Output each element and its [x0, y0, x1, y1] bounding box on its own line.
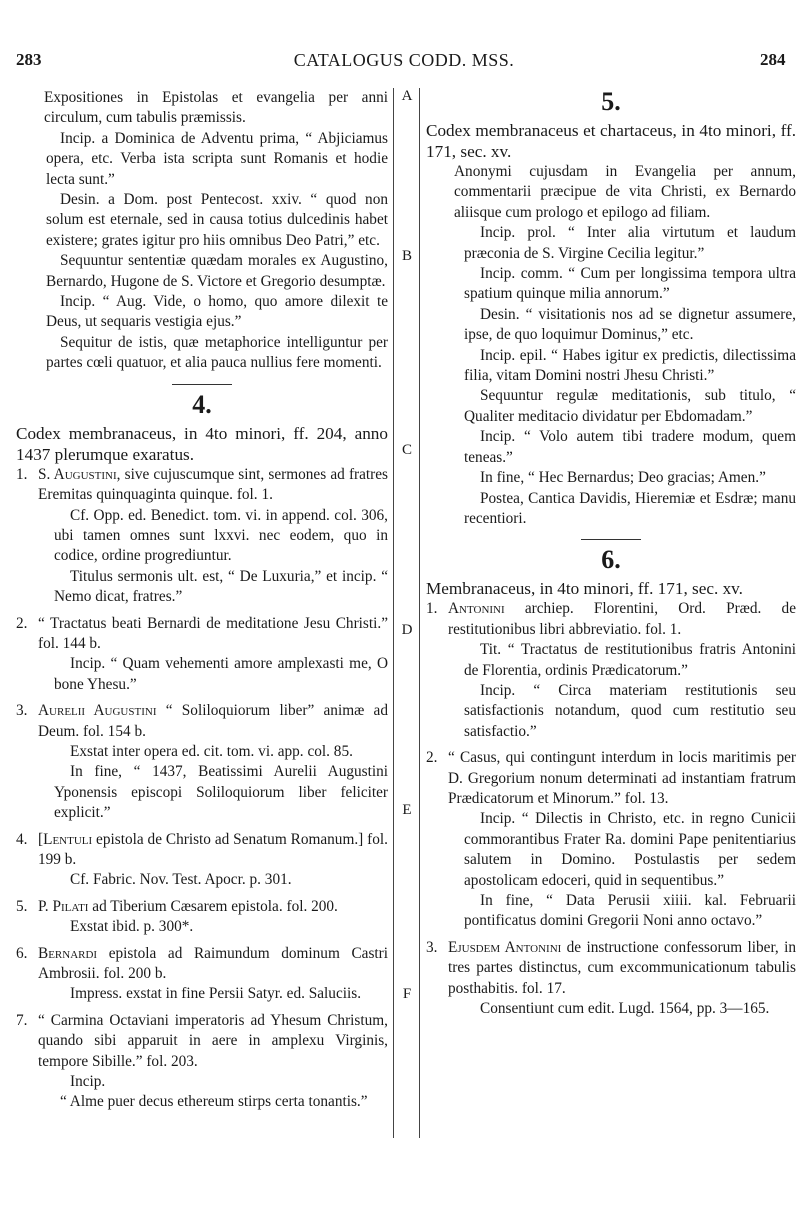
item-note: Impress. exstat in fine Persii Satyr. ed. Saluciis. — [70, 985, 362, 1003]
item-note: Cf. Opp. ed. Benedict. tom. vi. in append. col. 306, ubi tamen omnes sunt lxxvi. nec eodem, quo in codice, ordine progrediuntur. — [54, 506, 388, 565]
list-item — [16, 465, 388, 506]
list-item — [426, 599, 796, 640]
section-number: 5. — [601, 87, 621, 116]
left-column — [16, 88, 388, 1113]
list-item — [16, 1011, 388, 1072]
item-number: 3. — [16, 702, 28, 720]
author-name: Bernardi — [38, 944, 98, 962]
item-number: 4. — [16, 830, 28, 848]
item-note: Exstat ibid. p. 300*. — [70, 918, 194, 936]
item-note: Titulus sermonis ult. est, “ De Luxuria,” et incip. “ Nemo dicat, fratres.” — [54, 567, 388, 606]
author-name: Antonini — [448, 600, 505, 618]
item-note: Incip. “ Circa materiam restitutionis seu satisfactionis notandum, quod cum restitutio seu satisfactio.” — [464, 681, 796, 740]
item-note: Postea, Cantica Davidis, Hieremiæ et Esdræ; manu recentiori. — [464, 489, 796, 527]
item-text: archiep. Florentini, Ord. Præd. de restitutionibus libri abbreviatio. fol. 1. — [448, 600, 796, 638]
margin-letter-d: D — [401, 622, 413, 638]
item-note: Tit. “ Tractatus de restitutionibus fratris Antonini de Florentia, ordinis Prædicatorum.” — [464, 641, 796, 679]
item-note: Incip. epil. “ Habes igitur ex predictis, dilectissima filia, vitam Domini nostri Jhesu Christi.” — [464, 346, 796, 385]
list-item — [16, 614, 388, 655]
list-item — [426, 938, 796, 999]
margin-letter-a: A — [401, 88, 413, 104]
item-number: 6. — [16, 944, 28, 962]
right-column — [426, 88, 796, 1019]
author-name: [Lentuli — [38, 830, 93, 848]
item-text: de instructione confessorum liber, in tres partes distinctus, cum excommunicationum tabulis posthabitis. fol. 17. — [448, 938, 797, 997]
item-note: Incip. — [70, 1073, 106, 1091]
item-number: 2. — [426, 749, 438, 767]
item-number: 5. — [16, 897, 28, 915]
item-text: “ Soliloquiorum liber” animæ ad Deum. fol. 154 b. — [38, 702, 388, 740]
column-rule-right — [419, 88, 420, 1138]
codex-description: Codex membranaceus et chartaceus, in 4to minori, ff. 171, sec. xv. — [426, 121, 796, 161]
author-name: Aurelii Augustini — [38, 702, 157, 720]
margin-letter-b: B — [401, 248, 412, 264]
author-name: P. Pilati — [38, 897, 89, 915]
item-list — [426, 599, 796, 1019]
item-note: Sequuntur regulæ meditationis, sub titulo, “ Qualiter meditacio dividatur per Ebdomadam.” — [464, 387, 796, 425]
item-list — [16, 465, 388, 1113]
codex-description: Codex membranaceus, in 4to minori, ff. 204, anno 1437 plerumque exaratus. — [16, 423, 388, 464]
incipit: Incip. a Dominica de Adventu prima, “ Abjiciamus opera, etc. Verba ista scripta sunt Romanis et hodie lecta sunt.” — [46, 129, 388, 188]
item-note: In fine, “ Data Perusii xiiii. kal. Februarii pontificatus domini Gregorii Noni anno octavo.” — [464, 892, 796, 930]
page-number-right: 284 — [760, 50, 786, 69]
item-note: In fine, “ Hec Bernardus; Deo gracias; Amen.” — [480, 469, 766, 487]
section-rule — [172, 384, 232, 385]
desinit: Desin. a Dom. post Pentecost. xxiv. “ quod non solum est eternale, sed in causa totius dulcedinis habet existere; grates igitur pro hiis omnibus Deo Patri,” etc. — [46, 191, 388, 249]
entry-text: Expositiones in Epistolas et evangelia per anni circulum, cum tabulis præmissis. — [44, 89, 388, 127]
entry-note: Sequuntur sententiæ quædam morales ex Augustino, Bernardo, Hugone de S. Victore et Gregorio desumptæ. — [46, 252, 388, 290]
page-number-left: 283 — [16, 50, 42, 69]
item-text: “ Tractatus beati Bernardi de meditatione Jesu Christi.” fol. 144 b. — [38, 614, 388, 652]
item-text: “ Carmina Octaviani imperatoris ad Yhesum Christum, quando sibi apparuit in aere in amplexu Virginis, tempore Sibille.” fol. 203. — [38, 1011, 388, 1070]
item-note: Incip. “ Quam vehementi amore amplexasti me, O bone Yhesu.” — [54, 655, 388, 693]
item-note: Exstat inter opera ed. cit. tom. vi. app. col. 85. — [70, 742, 353, 760]
entry-note: Sequitur de istis, quæ metaphorice intelliguntur per partes cœli quatuor, et alia pauca nullius fere momenti. — [46, 333, 388, 372]
incipit: Incip. “ Aug. Vide, o homo, quo amore dilexit te Deus, ut sequaris vestigia ejus.” — [46, 293, 388, 331]
note-list — [426, 223, 796, 529]
list-item — [16, 701, 388, 742]
item-note: Consentiunt cum edit. Lugd. 1564, pp. 3—165. — [480, 1000, 770, 1018]
item-number: 1. — [426, 600, 438, 618]
list-item — [16, 830, 388, 871]
item-note: Desin. “ visitationis nos ad se dignetur assumere, ipse, de quo loquimur Dominus,” etc. — [464, 305, 796, 344]
item-number: 2. — [16, 614, 28, 632]
list-item — [16, 944, 388, 985]
column-rule-left — [393, 88, 394, 1138]
author-name: Ejusdem Antonini — [448, 938, 562, 956]
item-number: 3. — [426, 938, 438, 956]
item-note: Incip. prol. “ Inter alia virtutum et laudum præconia de S. Virgine Cecilia legitur.” — [464, 224, 796, 262]
item-note: In fine, “ 1437, Beatissimi Aurelii Augustini Yponensis episcopi Soliloquiorum liber feliciter explicit.” — [54, 763, 388, 822]
codex-description: Membranaceus, in 4to minori, ff. 171, sec. xv. — [426, 579, 743, 599]
item-note: Incip. “ Volo autem tibi tradere modum, quem teneas.” — [464, 428, 796, 466]
item-text: ad Tiberium Cæsarem epistola. fol. 200. — [88, 897, 338, 915]
item-text: “ Casus, qui contingunt interdum in locis maritimis per D. Gregorium nonum determinati ad instantiam fratrum Prædicatorum et Minorum.” fol. 13. — [448, 749, 796, 807]
item-number: 1. — [16, 465, 28, 483]
section-number: 4. — [192, 389, 212, 419]
verse-quote: “ Alme puer decus ethereum stirps certa tonantis.” — [60, 1093, 368, 1111]
item-note: Incip. “ Dilectis in Christo, etc. in regno Cunicii commorantibus Frater Ra. domini Pape penitentiarius salutem in Domino. Postulastis per sedem apostolicam edoceri, quid in sequentibus.” — [464, 810, 796, 889]
section-rule — [581, 539, 641, 540]
entry-text: Anonymi cujusdam in Evangelia per annum, commentarii præcipue de vita Christi, ex Bernardo aliisque cum prologo et epilogo ad filiam. — [454, 163, 796, 221]
list-item — [426, 748, 796, 809]
author-name: S. Augustini, — [38, 465, 121, 483]
margin-letter-f: F — [402, 986, 412, 1002]
list-item — [16, 897, 388, 917]
section-number: 6. — [601, 545, 621, 575]
page-header — [0, 50, 808, 80]
item-note: Cf. Fabric. Nov. Test. Apocr. p. 301. — [70, 871, 292, 889]
margin-letter-c: C — [401, 442, 412, 458]
item-text: epistola ad Raimundum dominum Castri Ambrosii. fol. 200 b. — [38, 944, 388, 983]
item-text: sive cujuscumque sint, sermones ad fratres Eremitas quinquaginta quinque. fol. 1. — [38, 465, 389, 504]
item-note: Incip. comm. “ Cum per longissima tempora ultra spatium quinque milia annorum.” — [464, 265, 796, 303]
item-text: epistola de Christo ad Senatum Romanum.] fol. 199 b. — [38, 830, 388, 868]
running-title: CATALOGUS CODD. MSS. — [293, 50, 515, 70]
item-number: 7. — [16, 1011, 28, 1029]
margin-letter-e: E — [402, 802, 412, 818]
